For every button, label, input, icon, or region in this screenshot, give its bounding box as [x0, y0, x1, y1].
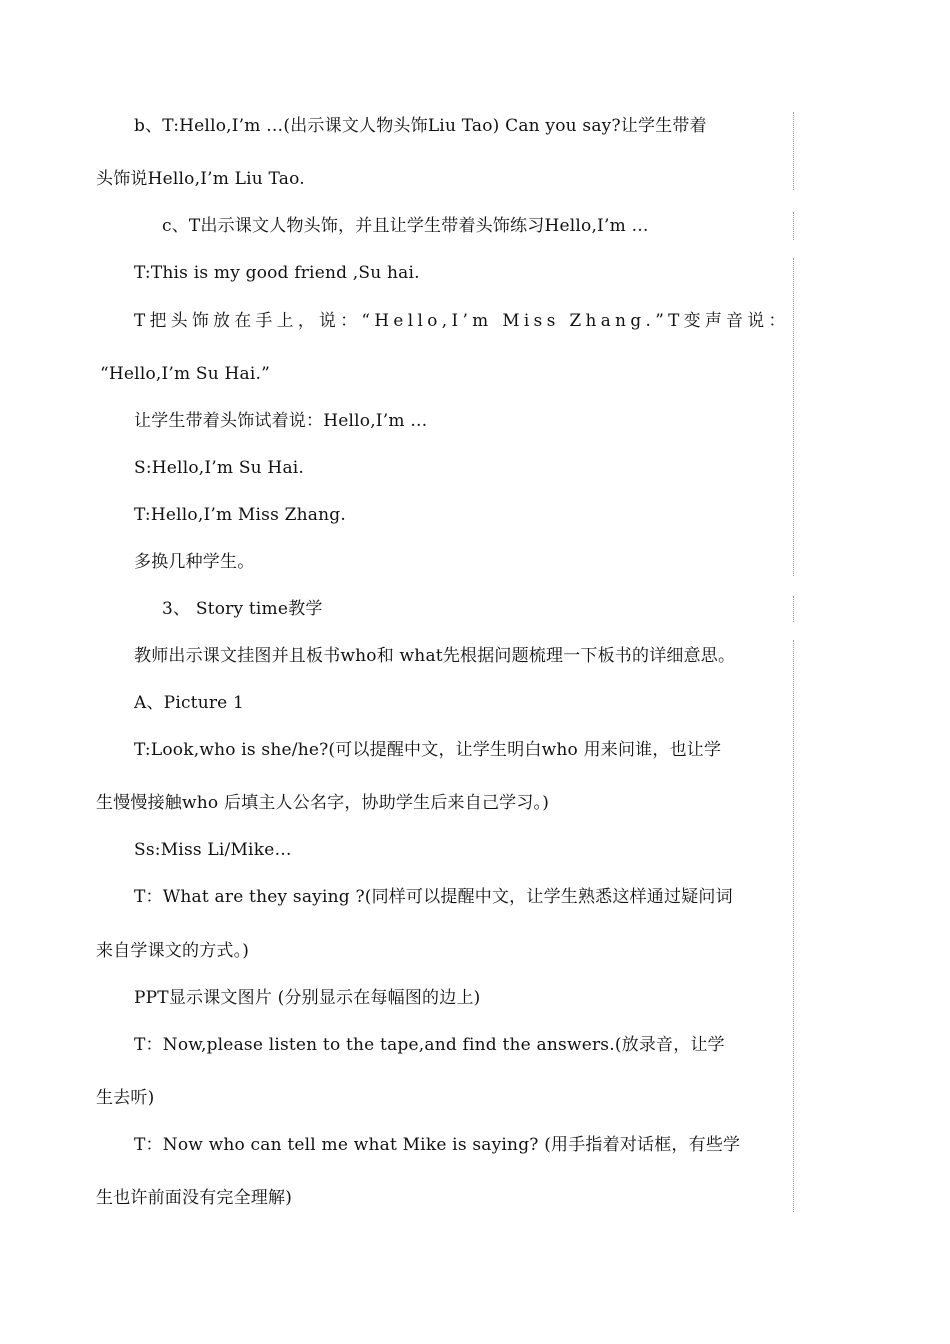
paragraph-line: T：What are they saying ?(同样可以提醒中文，让学生熟悉这样通过疑问词 [134, 887, 733, 907]
paragraph-line: b、T:Hello,I’m …(出示课文人物头饰Liu Tao) Can you say?让学生带着 [134, 116, 707, 136]
paragraph-line: T:Hello,I’m Miss Zhang. [134, 505, 346, 525]
paragraph-line: 教师出示课文挂图并且板书who和 what先根据问题梳理一下板书的详细意思。 [134, 646, 736, 666]
paragraph-line: PPT显示课文图片 (分别显示在每幅图的边上) [134, 988, 481, 1008]
section-heading: 3、 Story time教学 [162, 599, 323, 619]
paragraph-line: T:Look,who is she/he?(可以提醒中文，让学生明白who 用来问谁，也让学 [134, 740, 722, 760]
right-margin-line [793, 258, 794, 576]
right-margin-line [793, 596, 794, 622]
paragraph-line: T：Now,please listen to the tape,and find the answers.(放录音，让学 [134, 1035, 725, 1055]
paragraph-line: 多换几种学生。 [134, 552, 255, 572]
paragraph-line: 来自学课文的方式。) [96, 941, 250, 961]
paragraph-line: T：Now who can tell me what Mike is saying? (用手指着对话框，有些学 [134, 1135, 741, 1155]
paragraph-line: 生慢慢接触who 后填主人公名字，协助学生后来自己学习。) [96, 793, 550, 813]
paragraph-line: A、Picture 1 [134, 693, 245, 713]
paragraph-line: S:Hello,I’m Su Hai. [134, 458, 305, 478]
paragraph-line: 生也许前面没有完全理解) [96, 1188, 293, 1208]
right-margin-line [793, 640, 794, 1212]
paragraph-line: T把头饰放在手上，说：“Hello,I’m Miss Zhang.”T变声音说： [134, 310, 790, 330]
paragraph-line: 生去听) [96, 1088, 155, 1108]
paragraph-line: Ss:Miss Li/Mike… [134, 840, 292, 860]
paragraph-line: 头饰说Hello,I’m Liu Tao. [96, 169, 305, 189]
paragraph-line: 让学生带着头饰试着说：Hello,I’m … [134, 411, 428, 431]
right-margin-line [793, 112, 794, 190]
right-margin-line [793, 212, 794, 240]
paragraph-line: T:This is my good friend ,Su hai. [134, 263, 420, 283]
paragraph-line: c、T出示课文人物头饰，并且让学生带着头饰练习Hello,I’m … [162, 216, 649, 236]
paragraph-line: “Hello,I’m Su Hai.” [100, 364, 271, 384]
